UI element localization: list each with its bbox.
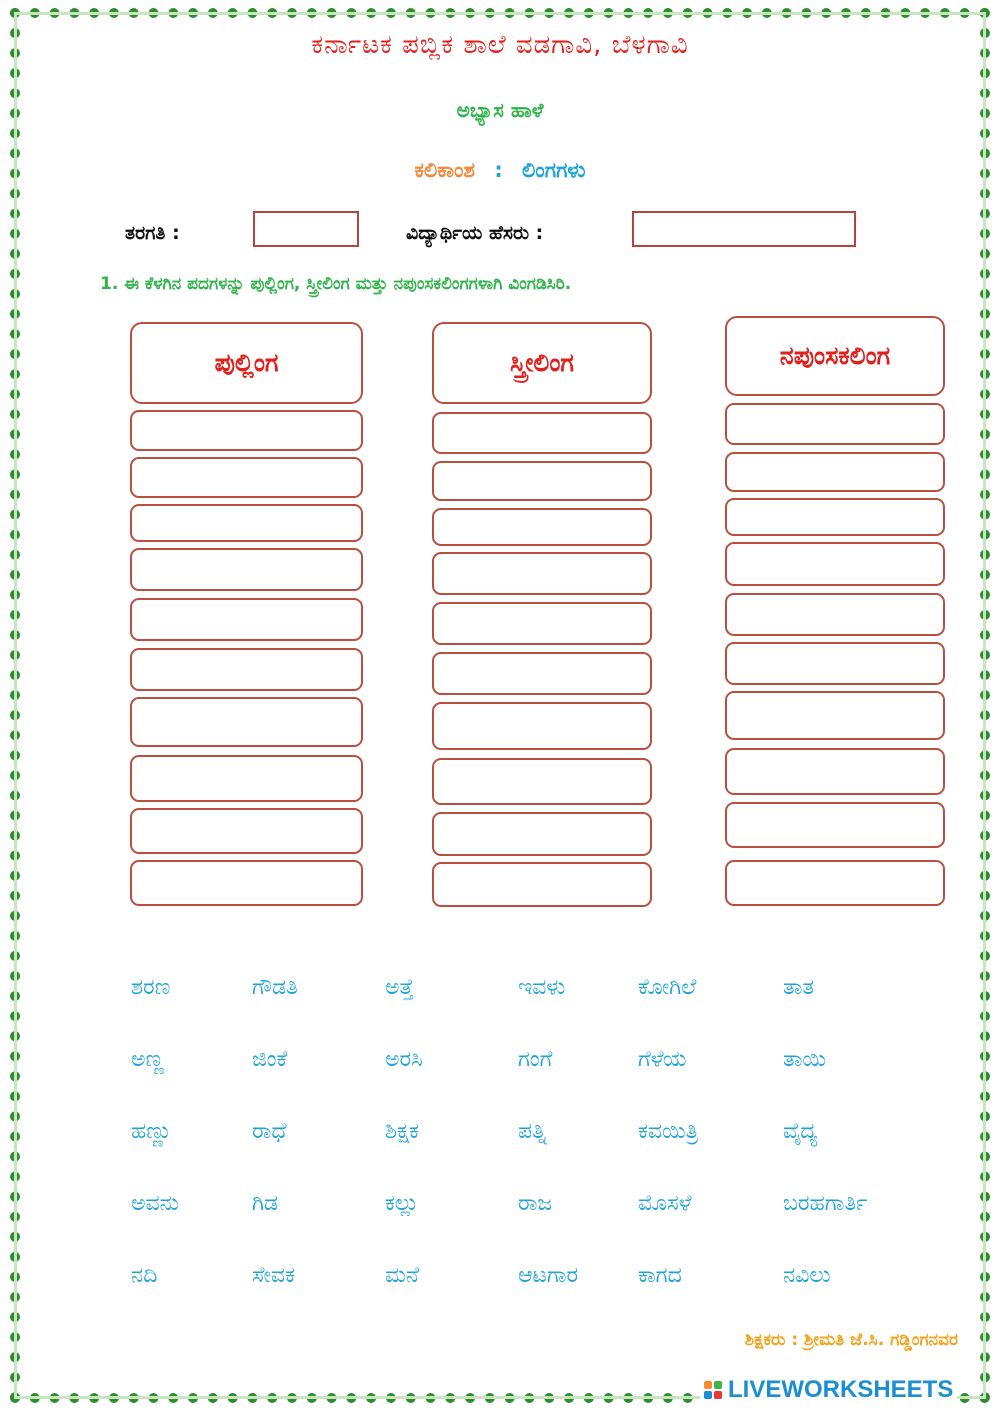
masculine-answer-box[interactable] xyxy=(130,598,363,641)
feminine-answer-box[interactable] xyxy=(432,702,652,750)
word-bank-item: ಆಟಗಾರ xyxy=(518,1263,579,1288)
word-bank-item: ಕವಯಿತ್ರಿ xyxy=(638,1119,699,1144)
word-bank-item: ಕಲ್ಲು xyxy=(385,1191,419,1216)
word-bank-item: ಕೋಗಿಲೆ xyxy=(638,975,697,1000)
word-bank-item: ಗೌಡತಿ xyxy=(252,975,298,1000)
word-bank-item: ಮನೆ xyxy=(385,1263,420,1288)
column-header-neuter: ನಪುಂಸಕಲಿಂಗ xyxy=(725,316,945,396)
column-header-masculine: ಪುಲ್ಲಿಂಗ xyxy=(130,322,363,404)
feminine-answer-box[interactable] xyxy=(432,812,652,856)
masculine-answer-box[interactable] xyxy=(130,548,363,591)
feminine-answer-box[interactable] xyxy=(432,508,652,546)
word-bank-item: ಗಂಗೆ xyxy=(518,1047,553,1072)
masculine-answer-box[interactable] xyxy=(130,648,363,691)
word-bank-item: ಇವಳು xyxy=(518,975,566,1000)
masculine-answer-box[interactable] xyxy=(130,457,363,498)
neuter-answer-box[interactable] xyxy=(725,802,945,848)
neuter-answer-box[interactable] xyxy=(725,593,945,636)
feminine-answer-box[interactable] xyxy=(432,862,652,907)
worksheet-subtitle: ಅಭ್ಯಾಸ ಹಾಳೆ xyxy=(456,98,544,122)
word-bank-item: ತಾಯಿ xyxy=(783,1047,827,1072)
word-bank-item: ಅರಸಿ xyxy=(385,1047,423,1072)
neuter-answer-box[interactable] xyxy=(725,860,945,906)
teacher-credit: ಶಿಕ್ಷಕರು : ಶ್ರೀಮತಿ ಜೆ.ಸಿ. ಗಡ್ಡಿಂಗನವರ xyxy=(744,1330,958,1350)
liveworksheets-logo-icon xyxy=(704,1381,724,1399)
word-bank-item: ಪತ್ನಿ xyxy=(518,1119,547,1144)
watermark-text: LIVEWORKSHEETS xyxy=(728,1376,954,1403)
student-name-label: ವಿದ್ಯಾರ್ಥಿಯ ಹೆಸರು : xyxy=(406,222,544,244)
word-bank-item: ಜಿಂಕೆ xyxy=(252,1047,288,1072)
word-bank-item: ಬರಹಗಾರ್ತಿ xyxy=(783,1191,868,1216)
word-bank-item: ಅತ್ತೆ xyxy=(385,975,414,1000)
neuter-answer-box[interactable] xyxy=(725,691,945,740)
column-header-feminine: ಸ್ತ್ರೀಲಿಂಗ xyxy=(432,322,652,404)
liveworksheets-watermark xyxy=(700,1376,957,1404)
word-bank-item: ನವಿಲು xyxy=(783,1263,831,1288)
topic-line xyxy=(0,158,1000,183)
neuter-answer-box[interactable] xyxy=(725,642,945,685)
neuter-answer-box[interactable] xyxy=(725,748,945,795)
word-bank-item: ಮೊಸಳೆ xyxy=(638,1191,692,1216)
school-title: ಕರ್ನಾಟಕ ಪಬ್ಲಿಕ ಶಾಲೆ ವಡಗಾವಿ, ಬೆಳಗಾವಿ xyxy=(311,30,689,60)
word-bank-item: ವೈದ್ಯ xyxy=(783,1119,818,1144)
student-name-input[interactable] xyxy=(632,211,856,247)
topic-value: ಲಿಂಗಗಳು xyxy=(522,158,586,182)
masculine-answer-box[interactable] xyxy=(130,410,363,451)
word-bank-item: ಹಣ್ಣು xyxy=(131,1119,172,1144)
topic-separator: : xyxy=(494,158,503,182)
topic-label: ಕಲಿಕಾಂಶ xyxy=(414,158,475,182)
masculine-answer-box[interactable] xyxy=(130,504,363,542)
word-bank-item: ಕಾಗದ xyxy=(638,1263,682,1288)
word-bank-item: ಶರಣ xyxy=(131,975,171,1000)
word-bank-item: ಗೆಳೆಯ xyxy=(638,1047,687,1072)
feminine-answer-box[interactable] xyxy=(432,602,652,645)
feminine-answer-box[interactable] xyxy=(432,758,652,805)
class-input[interactable] xyxy=(253,211,359,247)
feminine-answer-box[interactable] xyxy=(432,552,652,595)
word-bank-item: ಶಿಕ್ಷಕ xyxy=(385,1119,419,1144)
masculine-answer-box[interactable] xyxy=(130,808,363,854)
word-bank-item: ತಾತ xyxy=(783,975,815,1000)
feminine-answer-box[interactable] xyxy=(432,652,652,695)
word-bank-item: ಅವನು xyxy=(131,1191,179,1216)
neuter-answer-box[interactable] xyxy=(725,452,945,492)
word-bank-item: ರಾಜ xyxy=(518,1191,553,1216)
class-label: ತರಗತಿ : xyxy=(125,222,180,244)
word-bank-item: ಅಣ್ಣ xyxy=(131,1047,165,1072)
masculine-answer-box[interactable] xyxy=(130,697,363,747)
neuter-answer-box[interactable] xyxy=(725,542,945,586)
word-bank-item: ಸೇವಕ xyxy=(252,1263,295,1288)
word-bank-item: ರಾಧೆ xyxy=(252,1119,287,1144)
neuter-answer-box[interactable] xyxy=(725,403,945,445)
word-bank-item: ನದಿ xyxy=(131,1263,158,1288)
neuter-answer-box[interactable] xyxy=(725,498,945,536)
masculine-answer-box[interactable] xyxy=(130,860,363,906)
feminine-answer-box[interactable] xyxy=(432,412,652,454)
word-bank-item: ಗಿಡ xyxy=(252,1191,279,1216)
masculine-answer-box[interactable] xyxy=(130,755,363,802)
instruction-text: 1. ಈ ಕೆಳಗಿನ ಪದಗಳನ್ನು ಪುಲ್ಲಿಂಗ, ಸ್ತ್ರೀಲಿಂಗ ಮತ್ತು ನಪುಂಸಕಲಿಂಗಗಳಾಗಿ ವಿಂಗಡಿಸಿರಿ. xyxy=(100,274,572,294)
feminine-answer-box[interactable] xyxy=(432,461,652,501)
